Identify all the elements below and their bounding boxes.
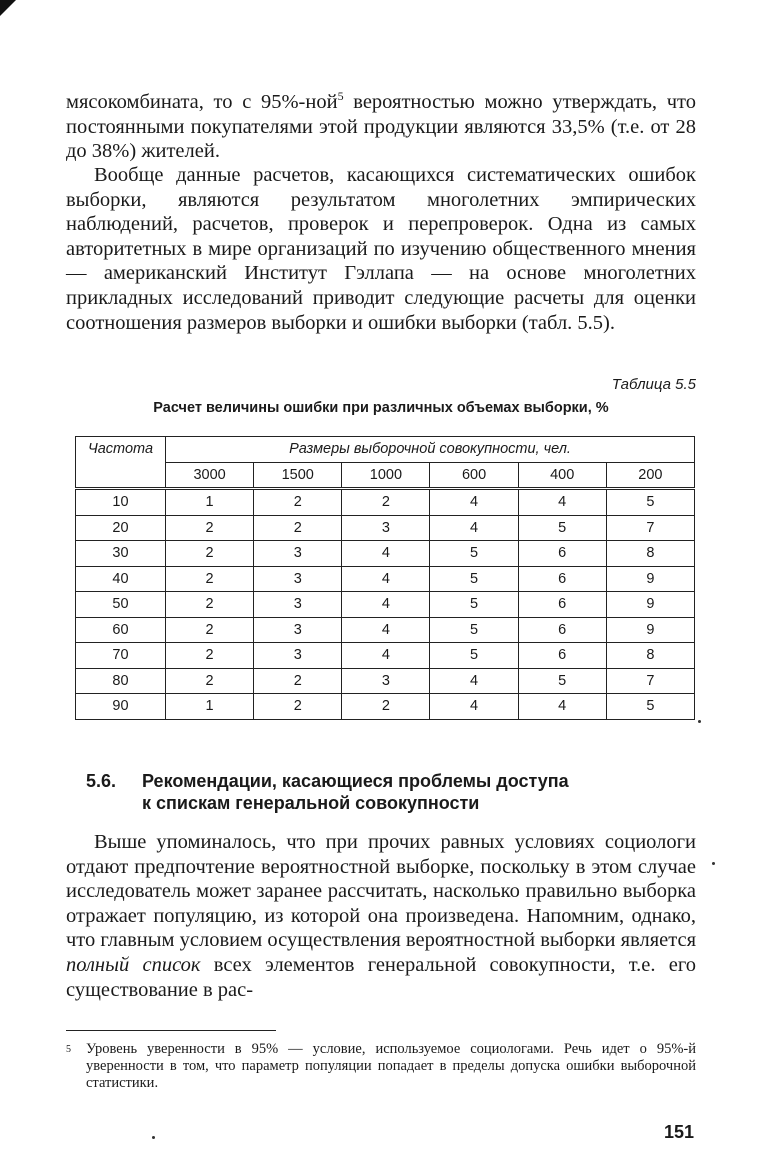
footnote bbox=[66, 1041, 696, 1092]
table-row bbox=[76, 592, 695, 618]
error-value-cell: 2 bbox=[254, 694, 342, 720]
error-value-cell: 3 bbox=[254, 541, 342, 567]
error-value-cell: 2 bbox=[342, 489, 430, 516]
frequency-cell: 80 bbox=[76, 668, 166, 694]
footnote-ref: 5 bbox=[337, 89, 344, 104]
error-value-cell: 5 bbox=[430, 592, 518, 618]
error-value-cell: 4 bbox=[518, 694, 606, 720]
frequency-cell: 50 bbox=[76, 592, 166, 618]
print-speck bbox=[698, 720, 701, 723]
table-label: Таблица 5.5 bbox=[611, 376, 696, 393]
error-value-cell: 2 bbox=[166, 617, 254, 643]
error-value-cell: 2 bbox=[254, 489, 342, 516]
error-value-cell: 2 bbox=[166, 566, 254, 592]
error-value-cell: 5 bbox=[430, 541, 518, 567]
section-heading bbox=[86, 770, 686, 814]
header-frequency: Частота bbox=[76, 437, 166, 489]
error-value-cell: 2 bbox=[166, 643, 254, 669]
column-header: 400 bbox=[518, 462, 606, 489]
section-title-line2: к спискам генеральной совокупности bbox=[142, 793, 480, 813]
frequency-cell: 20 bbox=[76, 515, 166, 541]
error-value-cell: 6 bbox=[518, 592, 606, 618]
error-value-cell: 5 bbox=[606, 489, 694, 516]
error-value-cell: 3 bbox=[254, 643, 342, 669]
error-value-cell: 9 bbox=[606, 566, 694, 592]
error-value-cell: 5 bbox=[430, 643, 518, 669]
error-value-cell: 4 bbox=[430, 515, 518, 541]
paragraph-gallup: Вообще данные расчетов, касающихся систематических ошибок выборки, являются результатом многолетних эмпирических наблюдений, расчетов, проверок и перепроверок. Одна из самых авторитетных в мире организаций по изучению общественного мнения — американский Институт Гэллапа — на основе многолетних прикладных исследований приводит следующие расчеты для оценки соотношения размеров выборки и ошибки выборки (табл. 5.5). bbox=[66, 164, 696, 334]
column-header: 600 bbox=[430, 462, 518, 489]
error-value-cell: 2 bbox=[254, 668, 342, 694]
error-value-cell: 2 bbox=[166, 592, 254, 618]
error-value-cell: 5 bbox=[518, 515, 606, 541]
print-speck bbox=[712, 862, 715, 865]
table-row bbox=[76, 515, 695, 541]
error-value-cell: 4 bbox=[342, 643, 430, 669]
error-value-cell: 9 bbox=[606, 617, 694, 643]
frequency-cell: 60 bbox=[76, 617, 166, 643]
table-row bbox=[76, 541, 695, 567]
column-header: 1000 bbox=[342, 462, 430, 489]
error-value-cell: 4 bbox=[430, 668, 518, 694]
error-value-cell: 3 bbox=[254, 566, 342, 592]
paragraph-continuation: мясокомбината, то с 95%-ной$^5$ вероятностью можно утверждать, что постоянными покупателями этой продукции являются 33,5% (т.е. от 28 до 38%) жителей. bbox=[66, 89, 696, 163]
error-value-cell: 6 bbox=[518, 566, 606, 592]
table-title: Расчет величины ошибки при различных объемах выборки, % bbox=[153, 400, 609, 416]
error-value-cell: 5 bbox=[606, 694, 694, 720]
error-value-cell: 8 bbox=[606, 541, 694, 567]
table-row bbox=[76, 566, 695, 592]
error-value-cell: 3 bbox=[254, 592, 342, 618]
error-value-cell: 9 bbox=[606, 592, 694, 618]
error-value-cell: 2 bbox=[342, 694, 430, 720]
error-value-cell: 3 bbox=[342, 515, 430, 541]
table-row bbox=[76, 489, 695, 516]
error-value-cell: 8 bbox=[606, 643, 694, 669]
error-value-cell: 2 bbox=[166, 668, 254, 694]
table-row bbox=[76, 643, 695, 669]
error-value-cell: 5 bbox=[430, 566, 518, 592]
footnote-mark: 5 bbox=[66, 1044, 71, 1055]
column-header: 1500 bbox=[254, 462, 342, 489]
error-value-cell: 5 bbox=[430, 617, 518, 643]
error-value-cell: 4 bbox=[430, 489, 518, 516]
footnote-text: Уровень уверенности в 95% — условие, используемое социологами. Речь идет о 95%-й уверенности в том, что параметр популяции попадает в пределы допуска ошибки выборочной статистики. bbox=[86, 1041, 696, 1091]
frequency-cell: 40 bbox=[76, 566, 166, 592]
error-value-cell: 4 bbox=[342, 566, 430, 592]
error-value-cell: 4 bbox=[430, 694, 518, 720]
error-value-cell: 4 bbox=[342, 541, 430, 567]
error-value-cell: 6 bbox=[518, 643, 606, 669]
corner-crop-mark bbox=[0, 0, 16, 16]
table-row bbox=[76, 668, 695, 694]
error-value-cell: 3 bbox=[254, 617, 342, 643]
table-row bbox=[76, 694, 695, 720]
error-value-cell: 7 bbox=[606, 515, 694, 541]
error-value-cell: 6 bbox=[518, 541, 606, 567]
error-value-cell: 2 bbox=[166, 541, 254, 567]
error-table bbox=[75, 436, 695, 720]
error-value-cell: 2 bbox=[254, 515, 342, 541]
table-row bbox=[76, 617, 695, 643]
error-value-cell: 4 bbox=[342, 592, 430, 618]
error-value-cell: 1 bbox=[166, 489, 254, 516]
header-sample-sizes: Размеры выборочной совокупности, чел. bbox=[166, 437, 695, 463]
frequency-cell: 70 bbox=[76, 643, 166, 669]
footnote-separator bbox=[66, 1030, 276, 1031]
error-value-cell: 7 bbox=[606, 668, 694, 694]
error-value-cell: 2 bbox=[166, 515, 254, 541]
error-value-cell: 4 bbox=[342, 617, 430, 643]
frequency-cell: 90 bbox=[76, 694, 166, 720]
section-title-line1: Рекомендации, касающиеся проблемы доступа bbox=[142, 771, 569, 791]
section-number: 5.6. bbox=[86, 771, 117, 791]
frequency-cell: 10 bbox=[76, 489, 166, 516]
error-value-cell: 3 bbox=[342, 668, 430, 694]
emphasis-full-list: полный список bbox=[66, 953, 201, 976]
error-value-cell: 1 bbox=[166, 694, 254, 720]
page-number: 151 bbox=[663, 1122, 694, 1142]
frequency-cell: 30 bbox=[76, 541, 166, 567]
paragraph-probability-sample: Выше упоминалось, что при прочих равных условиях социологи отдают предпочтение вероятностной выборке, поскольку в этом случае исследователь может заранее рассчитать, насколько правильно выборка отражает популяцию, из которой она произведена. Напомним, однако, что главным условием осуществления вероятностной выборки является полный список всех элементов генеральной совокупности, т.е. его существование в рас- bbox=[66, 831, 696, 1001]
error-value-cell: 5 bbox=[518, 668, 606, 694]
error-value-cell: 4 bbox=[518, 489, 606, 516]
column-header: 200 bbox=[606, 462, 694, 489]
column-header: 3000 bbox=[166, 462, 254, 489]
print-speck bbox=[152, 1136, 155, 1139]
error-value-cell: 6 bbox=[518, 617, 606, 643]
